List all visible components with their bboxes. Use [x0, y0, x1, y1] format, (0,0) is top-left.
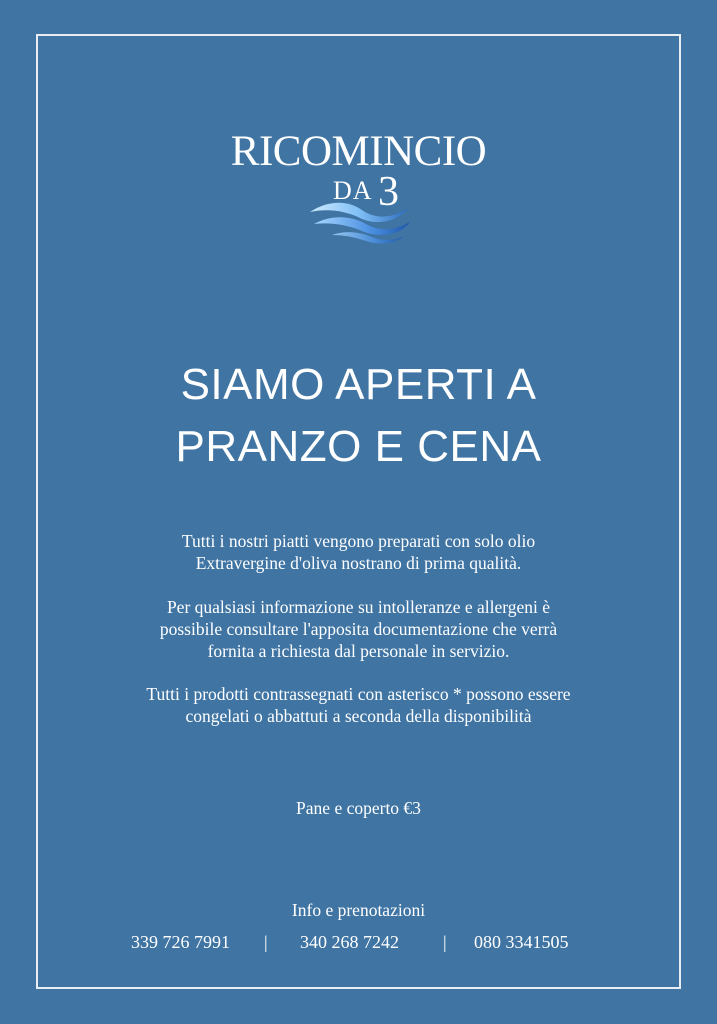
cover-charge-text: Pane e coperto €3 [296, 798, 421, 818]
opening-headline [0, 354, 717, 478]
headline-line-1: SIAMO APERTI A [180, 360, 537, 409]
wave-icon [306, 198, 412, 246]
allergen-notice [0, 596, 717, 662]
frozen-notice-line-2: congelati o abbattuti a seconda della disponibilità [185, 706, 532, 726]
oil-notice [0, 530, 717, 574]
phone-separator-2: | [443, 932, 447, 952]
phone-number-1[interactable]: 339 726 7991 [131, 932, 230, 952]
restaurant-logo [0, 128, 717, 215]
phone-number-2[interactable]: 340 268 7242 [300, 932, 399, 952]
allergen-notice-line-2: possibile consultare l'apposita documentazione che verrà [159, 619, 558, 639]
frozen-notice-line-1: Tutti i prodotti contrassegnati con asterisco * possono essere [146, 684, 571, 704]
logo-text-three: 3 [378, 169, 399, 215]
allergen-notice-line-3: fornita a richiesta dal personale in servizio. [207, 641, 510, 661]
contact-title: Info e prenotazioni [291, 900, 426, 920]
logo-text-da: DA [333, 176, 373, 205]
phone-number-3[interactable]: 080 3341505 [474, 932, 569, 952]
oil-notice-line-1: Tutti i nostri piatti vengono preparati con solo olio [181, 531, 536, 551]
logo-text-ricomincio: RICOMINCIO [230, 128, 487, 175]
headline-line-2: PRANZO E CENA [175, 422, 542, 471]
allergen-notice-line-1: Per qualsiasi informazione su intolleranze e allergeni è [166, 597, 551, 617]
oil-notice-line-2: Extravergine d'oliva nostrano di prima qualità. [195, 553, 522, 573]
frozen-products-notice [0, 683, 717, 727]
phone-separator-1: | [264, 932, 268, 952]
